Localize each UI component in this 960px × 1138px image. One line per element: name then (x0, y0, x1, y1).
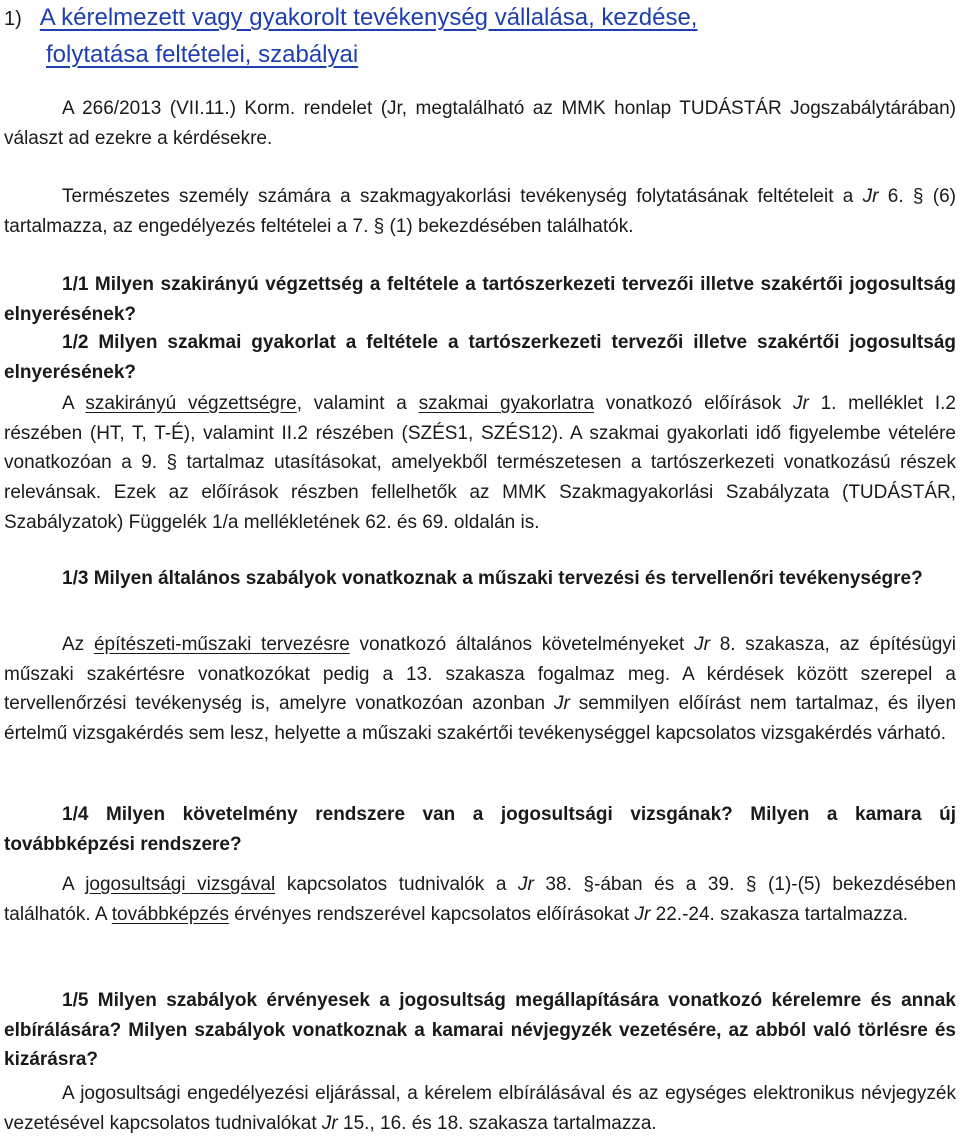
question-1-2: 1/2 Milyen szakmai gyakorlat a feltétele a tartószerkezeti tervezői illetve szakértői jogosultság elnyerésének? (4, 332, 956, 383)
answer-1-4-paragraph: A jogosultsági vizsgával kapcsolatos tudnivalók a Jr 38. §-ában és a 39. § (1)-(5) bekezdésében találhatók. A továbbképzés érvényes rendszerével kapcsolatos előírásokat Jr 22.-24. szakasza tartalmazza. (4, 874, 957, 925)
question-1-5: 1/5 Milyen szabályok érvényesek a jogosultság megállapítására vonatkozó kérelemre és annak elbírálására? Milyen szabályok vonatkoznak a kamarai névjegyzék vezetésére, az abból való törlésre és kizárásra? (4, 990, 956, 1071)
answer-1-3-paragraph: Az építészeti-műszaki tervezésre vonatkozó általános követelményeket Jr 8. szakasza, az építésügyi műszaki szakértésre vonatkozókat pedig a 13. szakasza fogalmaz meg. A kérdések között szerepel a tervellenőrzési tevékenység is, amelyre vonatkozóan azonban Jr semmilyen előírást nem tartalmaz, és ilyen értelmű vizsgakérdés sem lesz, helyette a műszaki szakértői tevékenységgel kapcsolatos vizsgakérdés várható. (4, 634, 957, 745)
question-1-4: 1/4 Milyen követelmény rendszere van a jogosultsági vizsgának? Milyen a kamara új továbbképzési rendszere? (4, 804, 956, 855)
question-1-3: 1/3 Milyen általános szabályok vonatkoznak a műszaki tervezési és tervellenőri tevékenységre? (62, 568, 923, 589)
answer-1-5-paragraph: A jogosultsági engedélyezési eljárással, a kérelem elbírálásával és az egységes elektronikus névjegyzék vezetésével kapcsolatos tudnivalókat Jr 15., 16. és 18. szakasza tartalmazza. (4, 1083, 956, 1134)
link-epiteszeti-muszaki-tervezes: építészeti-műszaki tervezésre (93, 634, 350, 655)
heading-title-line2: folytatása feltételei, szabályai (46, 41, 359, 68)
natural-person-paragraph: Természetes személy számára a szakmagyakorlási tevékenység folytatásának feltételeit a Jr 6. § (6) tartalmazza, az engedélyezés feltételei a 7. § (1) bekezdésében találhatók. (4, 186, 956, 237)
heading-number: 1) (4, 8, 22, 30)
link-tovabbkepzes: továbbképzés (111, 903, 229, 925)
link-szakiranyu-vegzettseg: szakirányú végzettségre (85, 393, 297, 414)
intro-paragraph: A 266/2013 (VII.11.) Korm. rendelet (Jr, megtalálható az MMK honlap TUDÁSTÁR Jogszabálytárában) választ ad ezekre a kérdésekre. (4, 98, 956, 149)
link-szakmai-gyakorlat: szakmai gyakorlatra (418, 393, 595, 414)
answer-1-2-paragraph: A szakirányú végzettségre, valamint a szakmai gyakorlatra vonatkozó előírások Jr 1. melléklet I.2 részében (HT, T, T-É), valamint II.2 részében (SZÉS1, SZÉS12). A szakmai gyakorlati idő figyelembe vételére vonatkozóan a 9. § tartalmaz utasításokat, amelyekből természetesen a tartószerkezeti vonatkozású részek relevánsak. Ezek az előírások részben fellelhetők az MMK Szakmagyakorlási Szabályzata (TUDÁSTÁR, Szabályzatok) Függelék 1/a mellékletének 62. és 69. oldalán is. (4, 393, 957, 533)
question-1-1: 1/1 Milyen szakirányú végzettség a feltétele a tartószerkezeti tervezői illetve szakértői jogosultság elnyerésének? (4, 274, 956, 325)
section-heading (4, 0, 924, 73)
link-jogosultsagi-vizsga: jogosultsági vizsgával (85, 874, 276, 895)
heading-title-line1: A kérelmezett vagy gyakorolt tevékenység vállalása, kezdése, (39, 4, 698, 31)
